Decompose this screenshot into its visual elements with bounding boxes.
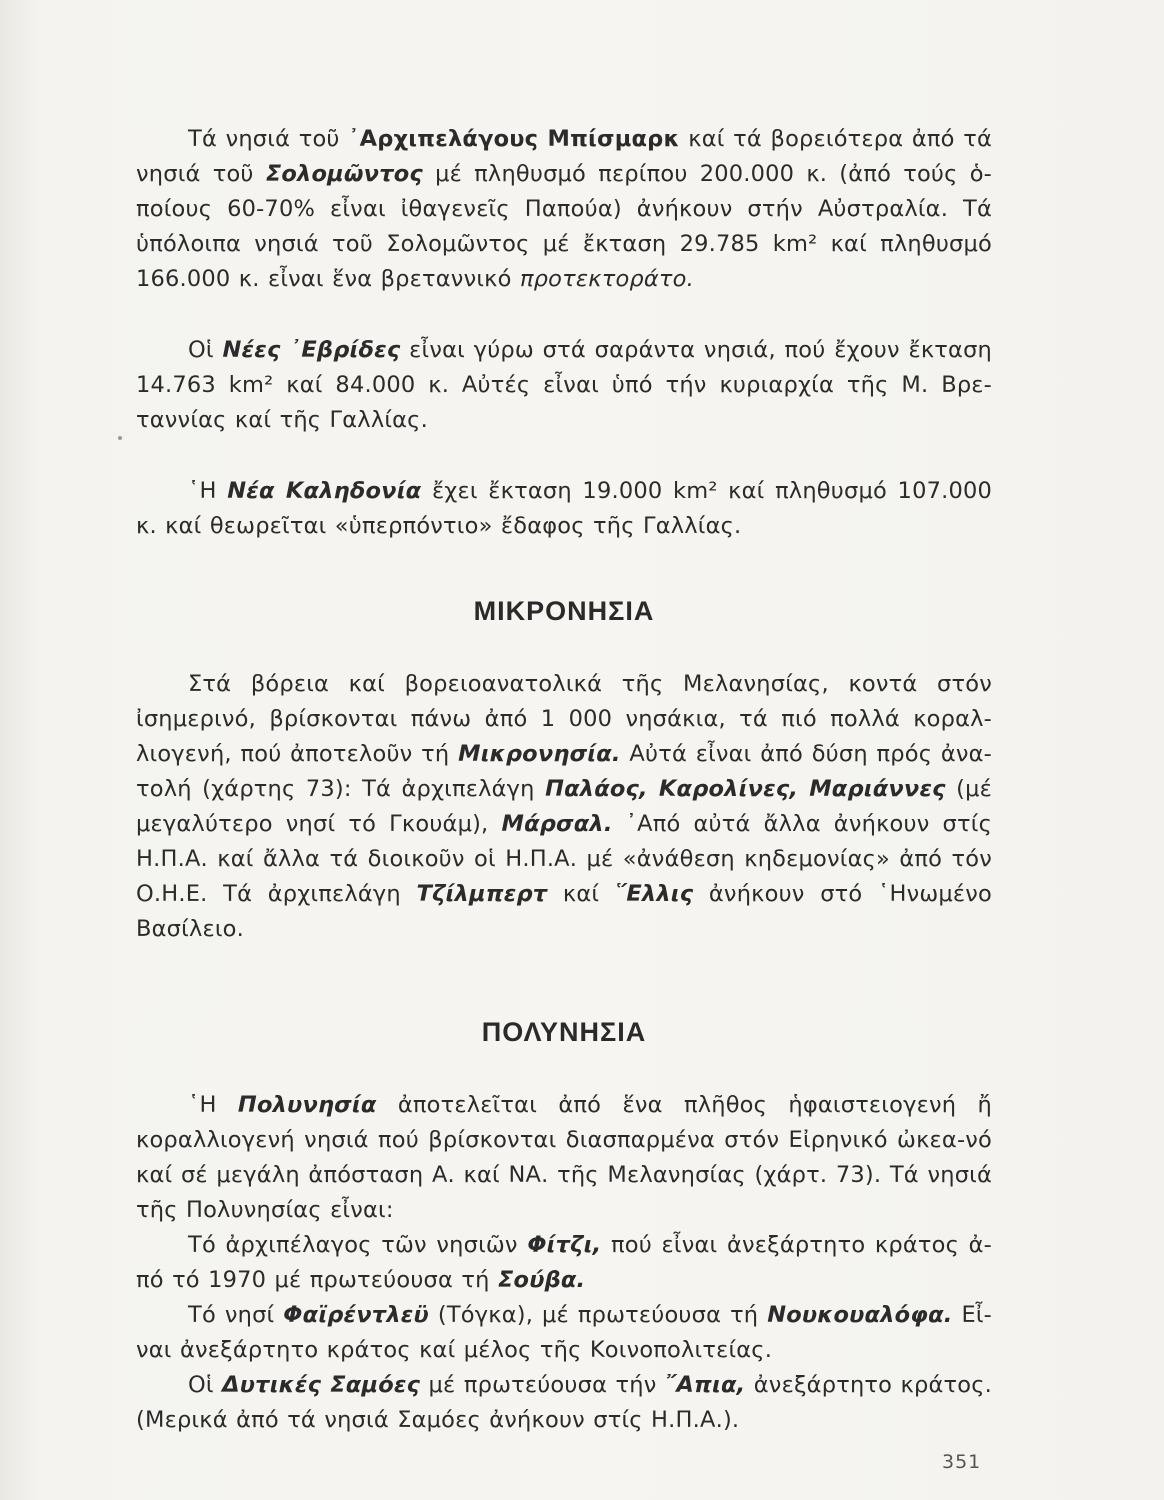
text-run: Τό ἀρχιπέλαγος τῶν νησιῶν bbox=[188, 1232, 528, 1258]
text-run: ἀνεξάρτητο κράτος. (Μερικά ἀπό τά νησιά Σαμόες ἀνήκουν στίς Η.Π.Α.). bbox=[136, 1372, 992, 1433]
page-content bbox=[136, 122, 992, 1438]
text-run: καί bbox=[547, 881, 615, 907]
text-run: (μέ μεγαλύτερο νησί τό Γκουάμ), bbox=[136, 776, 992, 837]
term-solomon: Σολομῶντος bbox=[265, 161, 423, 187]
term-suva: Σούβα. bbox=[497, 1267, 586, 1293]
text-run: Οἱ bbox=[188, 337, 223, 363]
term-marshall: Μάρσαλ. bbox=[501, 811, 613, 837]
page-number: 351 bbox=[942, 1451, 982, 1473]
heading-polynesia: ΠΟΛΥΝΗΣΙΑ bbox=[481, 1017, 647, 1047]
text-run: Τά νησιά τοῦ bbox=[188, 126, 349, 152]
text-run: πού εἶναι ἀνεξάρτητο κράτος ἀ-πό τό 1970 μέ πρωτεύουσα τή bbox=[136, 1232, 992, 1293]
text-run: Τό νησί bbox=[188, 1302, 284, 1328]
text-run: Στά βόρεια καί βορειοανατολικά τῆς Μελανησίας, κοντά στόν ἰσημερινό, βρίσκονται πάνω ἀπό 1 000 νησάκια, τά πιό πολλά κοραλ-λιογενή, πού ἀποτελοῦν τή bbox=[136, 671, 992, 767]
text-run: ἀποτελεῖται ἀπό ἕνα πλῆθος ἡφαιστειογενή ἤ κοραλλιογενή νησιά πού βρίσκονται διασπαρμένα στόν Εἰρηνικό ὠκεα-νό καί σέ μεγάλη ἀπόσταση Α. καί ΝΑ. τῆς Μελανησίας (χάρτ. 73). Τά νησιά τῆς Πολυνησίας εἶναι: bbox=[136, 1092, 992, 1223]
term-fiji: Φίτζι, bbox=[527, 1232, 602, 1258]
term-new-hebrides: Νέες ᾿Εβρίδες bbox=[222, 337, 401, 363]
term-western-samoa: Δυτικές Σαμόες bbox=[222, 1372, 421, 1398]
text-run: ῾Η bbox=[188, 478, 228, 504]
text-run: (Τόγκα), μέ πρωτεύουσα τή bbox=[428, 1302, 768, 1328]
term-ellice: ῞Ελλις bbox=[614, 881, 694, 907]
text-run: μέ πρωτεύουσα τήν bbox=[420, 1372, 665, 1398]
text-run: Εἶ-ναι ἀνεξάρτητο κράτος καί μέλος τῆς Κοινοπολιτείας. bbox=[136, 1302, 992, 1363]
text-run: ἔχει ἔκταση 19.000 km² καί πληθυσμό 107.000 κ. καί θεωρεῖται «ὑπερπόντιο» ἔδαφος τῆς Γαλλίας. bbox=[136, 478, 992, 539]
text-run: καί τά βορειότερα ἀπό τά νησιά τοῦ bbox=[136, 126, 993, 187]
term-micronesia: Μικρονησία. bbox=[458, 741, 621, 767]
text-run: εἶναι γύρω στά σαράντα νησιά, πού ἔχουν ἔκταση 14.763 km² καί 84.000 κ. Αὐτές εἶναι ὑπό τήν κυριαρχία τῆς Μ. Βρε-ταννίας καί τῆς Γαλλίας. bbox=[136, 337, 992, 433]
term-bismarck-archipelago: ᾿Αρχιπελάγους Μπίσμαρκ bbox=[348, 126, 680, 152]
speck-mark bbox=[118, 436, 122, 440]
text-run: Αὐτά εἶναι ἀπό δύση πρός ἀνα-τολή (χάρτης 73): Τά ἀρχιπελάγη bbox=[136, 741, 993, 802]
text-run: μέ πληθυσμό περίπου 200.000 κ. (ἀπό τούς ὁ-ποίους 60-70% εἶναι ἰθαγενεῖς Παπούα) ἀνήκουν στήν Αὐστραλία. Τά ὑπόλοιπα νησιά τοῦ Σολομῶντος μέ ἔκταση 29.785 km² καί πληθυσμό 166.000 κ. εἶναι ἕνα βρεταννικό bbox=[136, 161, 993, 292]
paragraph-polynesia bbox=[136, 1088, 992, 1228]
term-gilbert: Τζίλμπερτ bbox=[416, 881, 548, 907]
paragraph-new-caledonia bbox=[136, 474, 992, 544]
term-palau-carolines-marianas: Παλάος, Καρολίνες, Μαριάννες bbox=[545, 776, 946, 802]
term-new-caledonia: Νέα Καληδονία bbox=[227, 478, 422, 504]
term-apia: ῎Απια, bbox=[664, 1372, 746, 1398]
text-run: Οἱ bbox=[188, 1372, 223, 1398]
paragraph-tonga bbox=[136, 1298, 992, 1368]
text-run: ῾Η bbox=[188, 1092, 238, 1118]
heading-micronesia: ΜΙΚΡΟΝΗΣΙΑ bbox=[473, 596, 655, 626]
term-nukualofa: Νουκουαλόφα. bbox=[767, 1302, 953, 1328]
paragraph-fiji bbox=[136, 1228, 992, 1298]
term-friendly-islands: Φαϊρέντλεϋ bbox=[283, 1302, 429, 1328]
paragraph-samoa bbox=[136, 1368, 992, 1438]
text-run: ἀνήκουν στό ῾Ηνωμένο Βασίλειο. bbox=[136, 881, 992, 942]
term-polynesia: Πολυνησία bbox=[237, 1092, 377, 1118]
paragraph-micronesia bbox=[136, 667, 992, 947]
paragraph-new-hebrides bbox=[136, 333, 992, 438]
term-protectorate: προτεκτοράτο. bbox=[519, 266, 694, 292]
text-run: ᾿Από αὐτά ἄλλα ἀνήκουν στίς Η.Π.Α. καί ἄλλα τά διοικοῦν οἱ Η.Π.Α. μέ «ἀνάθεση κηδεμονίας» ἀπό τόν Ο.Η.Ε. Τά ἀρχιπελάγη bbox=[136, 811, 992, 907]
paragraph-bismarck-solomon bbox=[136, 122, 992, 297]
